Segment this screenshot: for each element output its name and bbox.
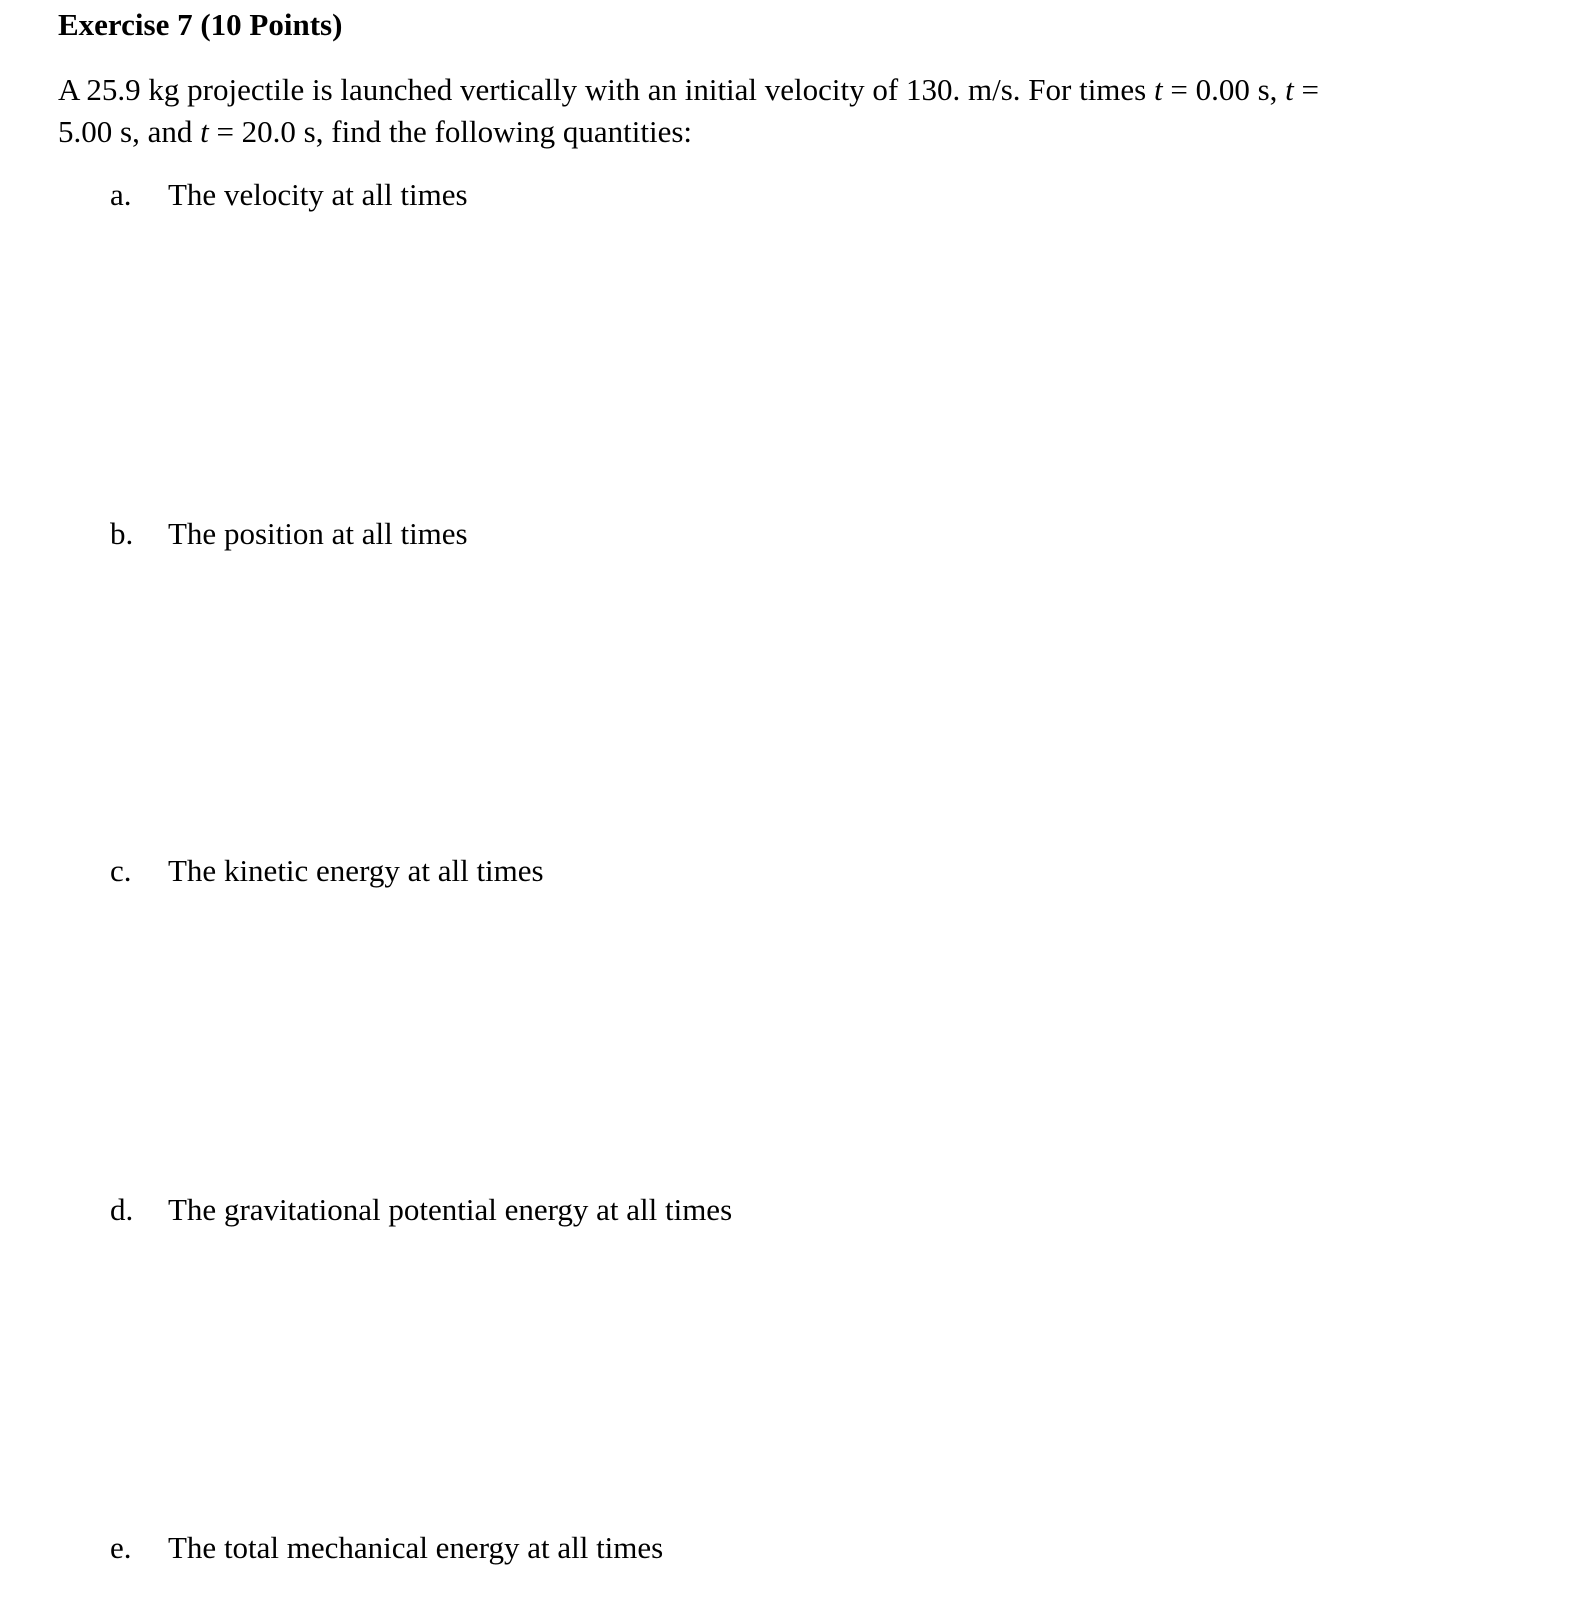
- problem-statement: [58, 69, 1458, 153]
- part-letter: b.: [110, 516, 134, 551]
- part-e: [110, 1527, 663, 1569]
- part-letter: d.: [110, 1192, 134, 1227]
- part-text: The velocity at all times: [168, 177, 468, 212]
- part-letter: c.: [110, 853, 132, 888]
- part-text: The gravitational potential energy at all times: [168, 1192, 733, 1227]
- exercise-title: Exercise 7 (10 Points): [58, 7, 343, 42]
- time-variable: t: [1285, 72, 1294, 107]
- time-variable: t: [1154, 72, 1163, 107]
- problem-text: =: [1293, 72, 1320, 107]
- part-letter: e.: [110, 1530, 132, 1565]
- part-text: The kinetic energy at all times: [168, 853, 544, 888]
- problem-text: = 0.00 s,: [1162, 72, 1286, 107]
- part-text: The total mechanical energy at all times: [168, 1530, 664, 1565]
- part-c: [110, 850, 544, 892]
- problem-text: = 20.0 s, find the following quantities:: [208, 114, 693, 149]
- part-letter: a.: [110, 177, 132, 212]
- part-text: The position at all times: [168, 516, 468, 551]
- problem-text: A 25.9 kg projectile is launched vertically with an initial velocity of 130. m/s. For times: [58, 72, 1154, 107]
- problem-line-1: [58, 69, 1458, 111]
- part-a: [110, 174, 468, 216]
- time-variable: t: [200, 114, 209, 149]
- problem-text: 5.00 s, and: [58, 114, 201, 149]
- part-b: [110, 513, 468, 555]
- problem-line-2: [58, 111, 1458, 153]
- part-d: [110, 1189, 732, 1231]
